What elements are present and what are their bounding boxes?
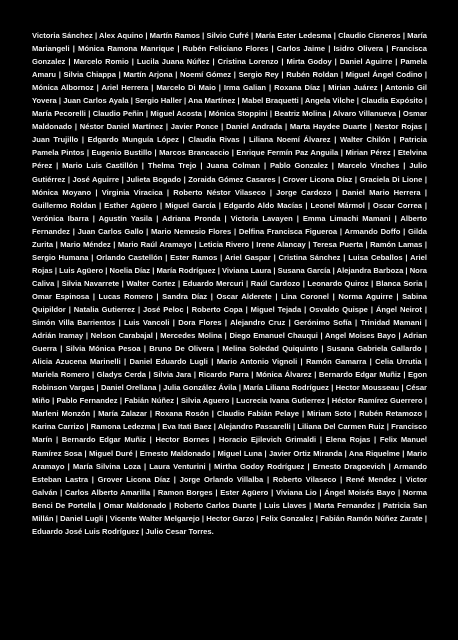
names-list-paragraph: Victoria Sánchez | Alex Aquino | Martín Ramos | Silvio Cufré | María Ester Ledesma | Claudio Cisneros | María Mariangeli | Mónica Ramona Manrique | Rubén Feliciano Flores | Carlos Jaime | Isidro Olivera | Francisca Gonzalez | Marcelo Romio | Lucila Juana Núñez | Cristina Lorenzo | Mirta Godoy | Daniel Aguirre | Pamela Amaru | Silvia Chiappa | Martín Arjona | Noemí Gómez | Sergio Rey | Rubén Roldan | Miguel Ángel Codino | Mónica Albornoz | Ariel Herrera | Marcelo Di Maio | Irma Galian | Roxana Díaz | Mirian Juárez | Antonio Gil Yovera | Juan Carlos Ayala | Sergio Haller | Ana Martínez | Mabel Braquetti | Angela Vilche | Claudia Expósito | María Pecorelli | Claudio Peñin | Miguel Acosta | Mónica Stoppini | Beatriz Molina | Alvaro Villanueva | Osmar Maldonado | Néstor Daniel Martínez | Javier Ponce | Daniel Andrada | Marta Haydee Duarte | Nestor Rojas | Juan Trujillo | Edgardo Munguía López | Claudia Rivas | Liliana Noemí Álvarez | Walter Chilón | Patricia Pamela Pintos | Eugenio Bustillo | Marcos Brancaccio | Enrique Fermín Paz Anguila | Mirian Pérez | Etelvina Pérez | Mario Luis Castillón | Thelma Trejo | Juana Colman | Pablo Gonzalez | Marcelo Vinches | Julio Gutiérrez | José Aguirre | Julieta Bogado | Zoraida Gómez Casares | Crover Licona Díaz | Graciela Di Lione | Mónica Moyano | Virginia Viracica | Roberto Néstor Vilaseco | Jorge Cardozo | Daniel Mario Herrera | Guillermo Roldan | Esther Agüero | Miguel García | Edgardo Aldo Macías | Leonel Mármol | Oscar Correa | Verónica Ibarra | Agustín Yasila | Adriana Pronda | Victoria Lavayen | Emma Limachi Mamani | Alberto Fernandez | Juan Carlos Gallo | Mario Nemesio Flores | Delfina Francisca Figueroa | Armando Doffo | Gilda Zurita | Mario Méndez | Mario Raúl Aramayo | Leticia Rivero | Irene Alancay | Teresa Puerta | Ramón Lamas | Sergio Humana | Orlando Castellón | Ester Ramos | Ariel Gaspar | Cristina Sánchez | Luisa Ceballos | Ariel Rojas | Luis Agüero | Noelia Díaz | María Rodríguez | Viviana Laura | Susana García | Alejandra Barboza | Nora Caliva | Silvia Navarrete | Walter Cortez | Eduardo Mercuri | Raúl Cardozo | Leonardo Quiroz | Blanca Soria | Omar Espinosa | Lucas Romero | Sandra Díaz | Oscar Alderete | Lina Coronel | Norma Aguirre | Sabina Quipildor | Natalia Gutierrez | José Peloc | Roberto Copa | Miguel Tejada | Osvaldo Quispe | Ángel Neirot | Simón Villa Barrientos | Luis Vancoli | Dora Flores | Alejandro Cruz | Gerónimo Sofía | Trinidad Mamani | Adrián Iramay | Nelson Carabajal | Mercedes Molina | Diego Emanuel Chauqui | Angel Moises Bayo | Adrian Guerra | Silvia Mónica Pesoa | Bruno De Olivera | Melina Soledad Quiquinto | Susana Gabriela Gallardo | Alicia Azucena Marinelli | Daniel Eduardo Lugli | Mario Antonio Vignoli | Ramón Gamarra | Celia Urrutia | Mariela Romero | Gladys Cerda | Silvia Jara | Ricardo Parra | Mónica Álvarez | Bernardo Edgar Muñiz | Egon Robinson Vargas | Daniel Orellana | Julia González Ávila | María Liliana Rodríguez | Hector Mousseau | César Miño | Pablo Fernandez | Fabián Núñez | Silvia Aguero | Lucrecia Ivana Gutierrez | Héctor Ramírez Guerrero | Marleni Monzón | María Zalazar | Roxana Rosón | Claudio Fabián Pelaye | Miriam Soto | Rubén Retamozo | Karina Carrizo | Ramona Ledezma | Eva Itati Baez | Alejandro Passarelli | Liliana Del Carmen Ruiz | Francisco Marín | Bernardo Edgar Muñiz | Hector Bornes | Horacio Ejilevich Grimaldi | Elena Rojas | Felix Manuel Ramírez Sosa | Miguel Duré | Ernesto Maldonado | Miguel Luna | Javier Ortiz Miranda | Ana Riquelme | Mario Aramayo | María Silvina Loza | Laura Venturini | Mirtha Godoy Rodríguez | Ernesto Dragoevich | Armando Esteban Lastra | Grover Licona Díaz | Jorge Orlando Villalba | Roberto Vilaseco | René Mendez | Victor Galván | Carlos Alberto Amarilla | Ramon Borges | Ester Agüero | Viviana Lio | Ángel Moisés Bayo | Norma Benci De Portella | Omar Maldonado | Roberto Carlos Duarte | Luis Llaves | Marta Fernandez | Patricia San Millán | Daniel Lugli | Vicente Walter Melgarejo | Hector Garzo | Felix Gonzalez | Fabián Ramón Núñez Zarate | Eduardo José Luis Rodríguez | Julio Cesar Torres. <box>32 31 427 536</box>
